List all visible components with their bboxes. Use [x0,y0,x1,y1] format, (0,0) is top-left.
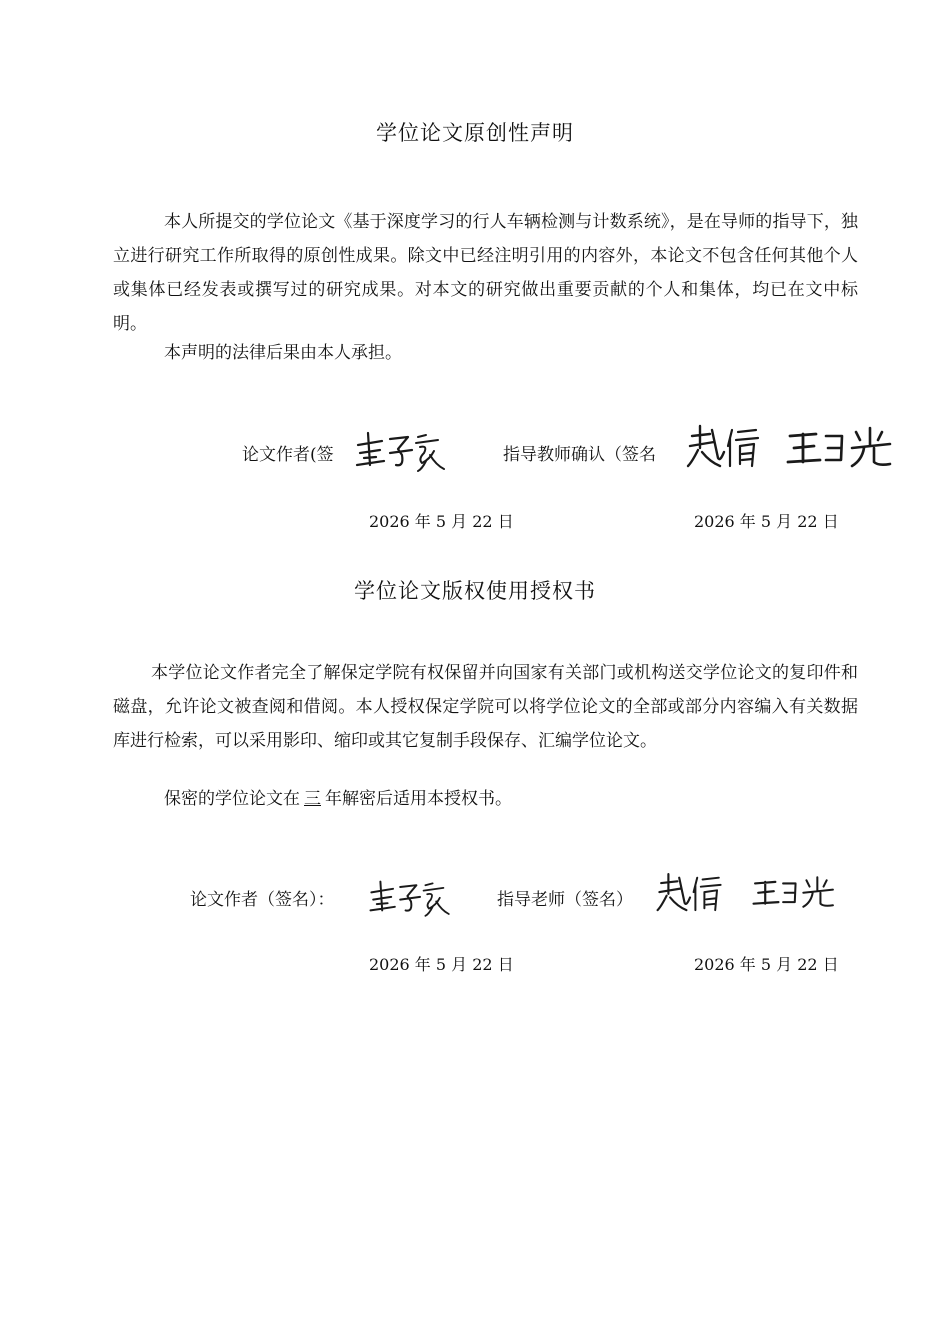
authorization-advisor-signature-1 [654,868,726,918]
authorization-paragraph: 本学位论文作者完全了解保定学院有权保留并向国家有关部门或机构送交学位论文的复印件和磁盘，允许论文被查阅和借阅。本人授权保定学院可以将学位论文的全部或部分内容编入有关数据库进行检索，可以采用影印、缩印或其它复制手段保存、汇编学位论文。 [113,663,858,751]
declaration-advisor-signature-1 [684,422,764,472]
authorization-title: 学位论文版权使用授权书 [354,579,596,603]
secrecy-suffix: 年解密后适用本授权书。 [325,789,512,809]
declaration-advisor-date: 2026 年 5 月 22 日 [694,512,839,531]
declaration-author-date: 2026 年 5 月 22 日 [369,512,514,531]
secrecy-statement [164,784,512,809]
declaration-author-label: 论文作者(签 [242,445,334,465]
declaration-legal-paragraph: 本声明的法律后果由本人承担。 [164,343,402,363]
authorization-advisor-label: 指导老师（签名） [497,890,633,910]
authorization-advisor-signature-2 [752,872,836,912]
secrecy-years: 三 [304,789,321,809]
declaration-author-signature [352,425,452,473]
declaration-paragraph: 本人所提交的学位论文《基于深度学习的行人车辆检测与计数系统》，是在导师的指导下，独立进行研究工作所取得的原创性成果。除文中已经注明引用的内容外，本论文不包含任何其他个人或集体已经发表或撰写过的研究成果。对本文的研究做出重要贡献的个人和集体，均已在文中标明。 [113,212,858,334]
authorization-author-label: 论文作者（签名）： [190,890,335,910]
authorization-author-signature [366,872,456,920]
authorization-author-date: 2026 年 5 月 22 日 [369,955,514,974]
authorization-advisor-date: 2026 年 5 月 22 日 [694,955,839,974]
declaration-title: 学位论文原创性声明 [376,121,574,145]
declaration-advisor-signature-2 [786,424,894,470]
declaration-advisor-label: 指导教师确认（签名 [503,445,656,465]
secrecy-prefix: 保密的学位论文在 [164,789,300,809]
